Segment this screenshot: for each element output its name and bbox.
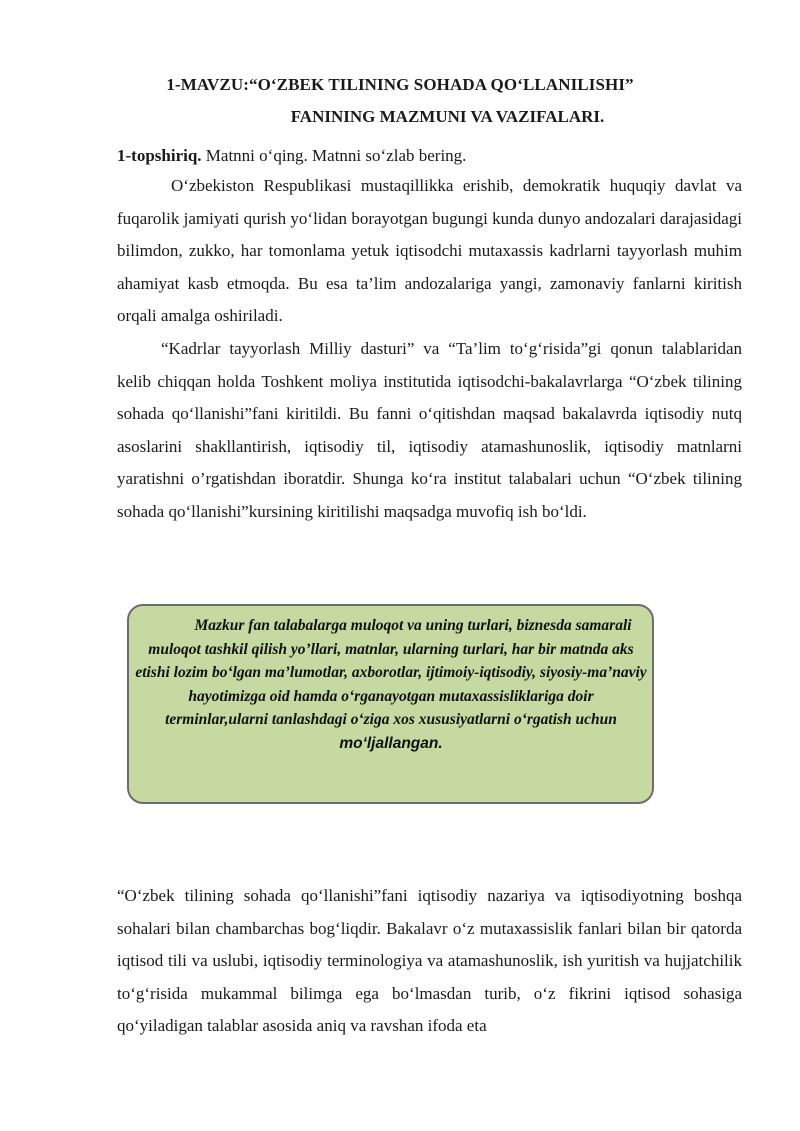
- paragraph-intro: O‘zbekiston Respublikasi mustaqillikka erishib, demokratik huquqiy davlat va fuqarolik jamiyati qurish yo‘lidan borayotgan bugungi kunda dunyo andozalari darajasidagi bilimdon, zukko, har tomonlama yetuk iqtisodchi mutaxassis kadrlarni tayyorlash muhim ahamiyat kasb etmoqda. Bu esa ta’lim andozalariga yangi, zamonaviy fanlarni kiritish orqali amalga oshiriladi.: [117, 176, 742, 325]
- topic-title-line-2: FANINING MAZMUNI VA VAZIFALARI.: [290, 107, 605, 126]
- task-text: Matnni o‘qing. Matnni so‘zlab bering.: [201, 146, 467, 165]
- task-instruction: [117, 146, 466, 166]
- paragraph-relations: “O‘zbek tilining sohada qo‘llanishi”fani iqtisodiy nazariya va iqtisodiyotning boshqa sohalari bilan chambarchas bog‘liqdir. Bakalavr o‘z mutaxassislik fanlari bilan bir qatorda iqtisod tili va uslubi, iqtisodiy terminologiya va atamashunoslik, ish yuritish va hujjatchilik to‘g‘risida mukammal bilimga ega bo‘lmasdan turib, o‘z fikrini iqtisod sohasiga qo‘yiladigan talablar asosida aniq va ravshan ifoda eta: [117, 886, 742, 1035]
- callout-tail: mo‘ljallangan.: [339, 734, 443, 752]
- callout-body: Mazkur fan talabalarga muloqot va uning turlari, biznesda samarali muloqot tashkil qilish yo’llari, matnlar, ularning turlari, har bir matnda aks etishi lozim bo‘lgan ma’lumotlar, axborotlar, ijtimoiy-iqtisodiy, siyosiy-ma’naviy hayotimizga oid hamda o‘rganayotgan mutaxassisliklariga doir terminlar,ularni tanlashdagi o‘ziga xos xususiyatlarni o‘rgatish uchun: [135, 617, 647, 728]
- task-label: 1-topshiriq.: [117, 146, 202, 165]
- paragraph-program: “Kadrlar tayyorlash Milliy dasturi” va “Ta’lim to‘g‘risida”gi qonun talablaridan kelib chiqqan holda Toshkent moliya institutida iqtisodchi-bakalavrlarga “O‘zbek tilining sohada qo‘llanishi”fani kiritildi. Bu fanni o‘qitishdan maqsad bakalavrda iqtisodiy nutq asoslarini shakllantirish, iqtisodiy til, iqtisodiy atamashunoslik, iqtisodiy matnlarni yaratishni o’rgatishdan iboratdir. Shunga ko‘ra institut talabalari uchun “O‘zbek tilining sohada qo‘llanishi”kursining kiritilishi maqsadga muvofiq ish bo‘ldi.: [117, 339, 742, 521]
- callout-text: [135, 614, 647, 755]
- topic-title-line-1: 1-MAVZU:“O‘ZBEK TILINING SOHADA QO‘LLANILISHI”: [166, 75, 634, 94]
